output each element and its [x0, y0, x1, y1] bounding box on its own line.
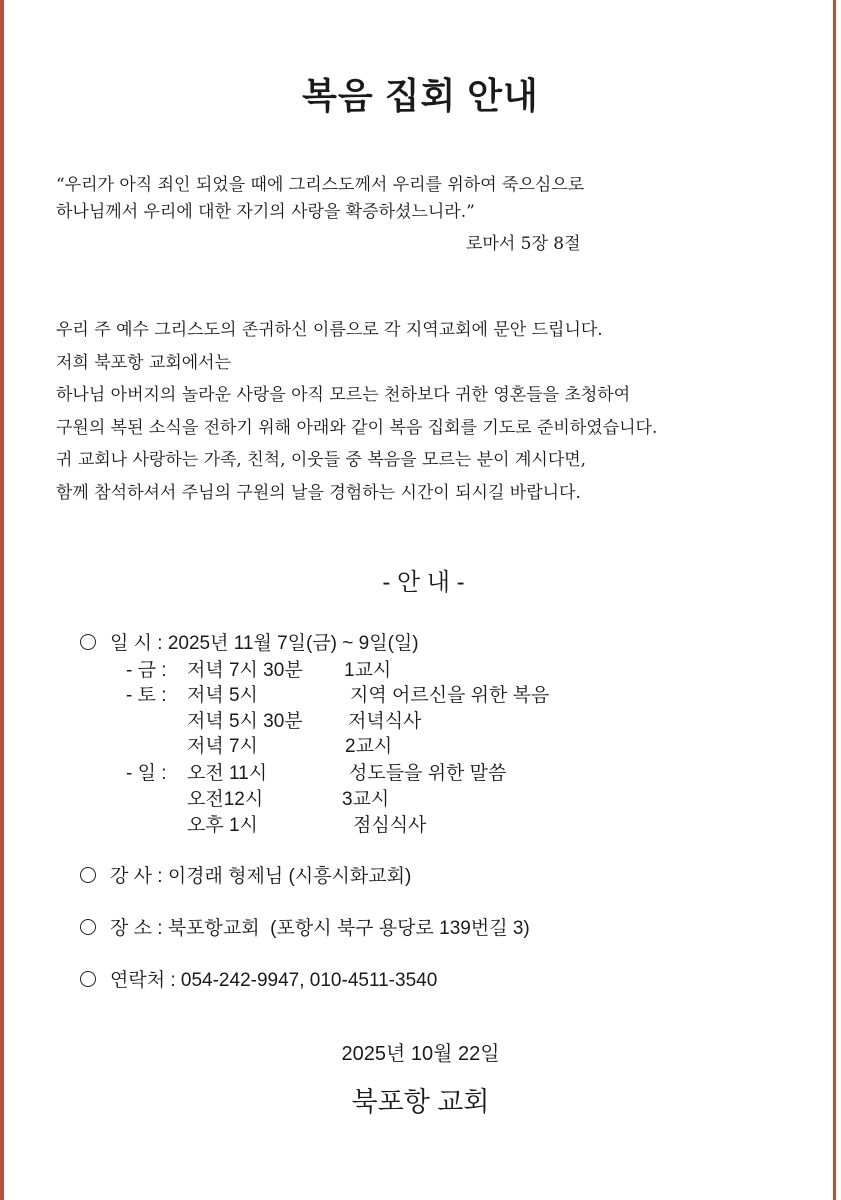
sat-event: 2교시: [345, 736, 393, 757]
sat-day-label: - 토 :: [126, 685, 167, 706]
invitation-body: [56, 314, 657, 509]
contact-value: 054-242-9947, 010-4511-3540: [180, 970, 438, 991]
body-line: 귀 교회나 사랑하는 가족, 친척, 이웃들 중 복음을 모르는 분이 계시다면,: [56, 450, 587, 470]
schedule-row: [80, 628, 419, 655]
sun-time: 오전 11시: [187, 763, 268, 784]
document-title: 복음 집회 안내: [302, 75, 539, 116]
church-name: 북포항 교회: [351, 1087, 490, 1117]
quote-line: 하나님께서 우리에 대한 자기의 사랑을 확증하셨느니라.”: [56, 202, 475, 222]
issue-date: 2025년 10월 22일: [341, 1043, 500, 1065]
fri-day-label: - 금 :: [126, 660, 167, 681]
sun-event: 점심식사: [353, 815, 427, 836]
venue-row: [80, 913, 530, 940]
fri-time: 저녁 7시 30분: [187, 660, 303, 681]
sun-event: 성도들을 위한 말씀: [349, 763, 507, 784]
sun-time: 오후 1시: [187, 815, 258, 836]
circle-bullet-icon: [80, 971, 96, 987]
sat-event: 저녁식사: [348, 711, 422, 732]
sat-time: 저녁 5시 30분: [187, 711, 303, 732]
sat-event: 지역 어르신을 위한 복음: [350, 685, 550, 706]
scripture-reference: 로마서 5장 8절: [466, 234, 581, 254]
contact-row: [80, 965, 437, 992]
speaker-value: 이경래 형제님 (시흥시화교회): [167, 866, 412, 887]
contact-label: 연락처 :: [110, 970, 176, 991]
sat-time: 저녁 7시: [187, 736, 258, 757]
section-title: - 안 내 -: [382, 569, 465, 596]
sun-day-label: - 일 :: [126, 763, 167, 784]
sat-time: 저녁 5시: [187, 685, 258, 706]
sun-event: 3교시: [342, 789, 390, 810]
body-line: 저희 북포항 교회에서는: [56, 352, 232, 373]
body-line: 함께 참석하셔서 주님의 구원의 날을 경험하는 시간이 되시길 바랍니다.: [56, 482, 581, 503]
fri-event: 1교시: [344, 660, 392, 681]
circle-bullet-icon: [80, 867, 96, 883]
body-line: 우리 주 예수 그리스도의 존귀하신 이름으로 각 지역교회에 문안 드립니다.: [56, 320, 603, 340]
scripture-quote: [56, 172, 584, 226]
schedule-value: 2025년 11월 7일(금) ~ 9일(일): [167, 633, 419, 654]
circle-bullet-icon: [80, 634, 96, 650]
speaker-label: 강 사 :: [110, 866, 163, 887]
body-line: 하나님 아버지의 놀라운 사랑을 아직 모르는 천하보다 귀한 영혼들을 초청하여: [56, 385, 631, 405]
venue-label: 장 소 :: [110, 918, 163, 939]
quote-line: “우리가 아직 죄인 되었을 때에 그리스도께서 우리를 위하여 죽으심으로: [56, 175, 585, 195]
body-line: 구원의 복된 소식을 전하기 위해 아래와 같이 복음 집회를 기도로 준비하였습니다.: [56, 417, 658, 438]
speaker-row: [80, 861, 411, 888]
circle-bullet-icon: [80, 919, 96, 935]
schedule-label: 일 시 :: [110, 633, 163, 654]
venue-value: 북포항교회 (포항시 북구 용당로 139번길 3): [167, 918, 530, 939]
sun-time: 오전12시: [187, 789, 264, 810]
